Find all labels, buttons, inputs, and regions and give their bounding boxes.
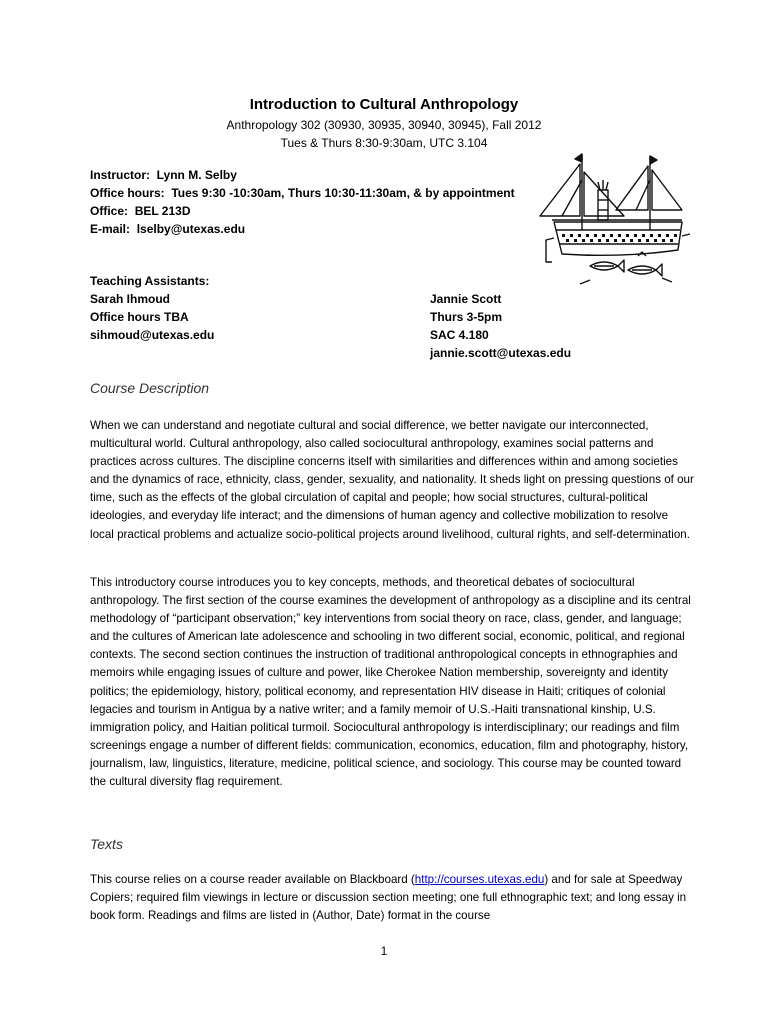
office-hours-line bbox=[90, 184, 515, 202]
ta1-hours: Office hours TBA bbox=[90, 310, 189, 324]
ta2-email: jannie.scott@utexas.edu bbox=[430, 346, 572, 360]
texts-before-link: This course relies on a course reader available on Blackboard ( bbox=[90, 873, 415, 886]
instructor-name: Lynn M. Selby bbox=[156, 168, 237, 182]
email-line bbox=[90, 220, 245, 238]
page-number: 1 bbox=[380, 944, 388, 958]
ta1-email: sihmoud@utexas.edu bbox=[90, 328, 215, 342]
paragraph-text: When we can understand and negotiate cultural and social difference, we better navigate our interconnected, multicultural world. Cultural anthropology, also called sociocultural anthropology, examines social patterns and practices across cultures. The discipline concerns itself with similarities and differences within and among societies and the dynamics of race, ethnicity, class, gender, sexuality, and nationality. It sheds light on pressing questions of our time, such as the effects of the global circulation of capital and people; how social structures, cultural-political ideologies, and everyday life interact; and the dimensions of human agency and collective mobilization to resolve local practical problems and actualize socio-political projects around livelihood, cultural rights, and self-determination. bbox=[90, 419, 694, 541]
office-value: BEL 213D bbox=[134, 204, 191, 218]
paragraph-text: This introductory course introduces you to key concepts, methods, and theoretical debates of sociocultural anthropology. The first section of the course examines the development of anthropology as a discipline and its central methodology of “participant observation;” key interventions from social theory on race, class, gender, and language; and the cultures of American late adolescence and schooling in two different social, economic, political, and regional contexts. The second section continues the instruction of traditional anthropological concepts in ethnographies and memoirs while engaging issues of culture and power, like Cherokee Nation membership, sovereignty and identity politics; the epidemiology, history, political economy, and representation HIV disease in Haiti; critiques of colonial legacies and tourism in Antigua by a native writer; and a family memoir of U.S.-Haiti transnational kinship, U.S. immigration policy, and Haitian political turmoil. Sociocultural anthropology is interdisciplinary; our readings and film screenings engage a number of different fields: communication, economics, education, film and photography, history, journalism, law, linguistics, literature, medicine, political science, and sociology. This course may be counted toward the cultural diversity flag requirement. bbox=[90, 576, 691, 789]
ta2-hours: Thurs 3-5pm bbox=[430, 310, 503, 324]
ship-drawing-icon bbox=[532, 150, 692, 300]
office-hours-value: Tues 9:30 -10:30am, Thurs 10:30-11:30am, & by appointment bbox=[171, 186, 515, 200]
ta1-name: Sarah Ihmoud bbox=[90, 292, 171, 306]
instructor-line bbox=[90, 166, 237, 184]
texts-paragraph bbox=[90, 871, 695, 925]
office-label: Office: bbox=[90, 204, 129, 218]
ta2-name: Jannie Scott bbox=[430, 292, 502, 306]
course-description-paragraph-1 bbox=[90, 417, 695, 544]
ta-heading: Teaching Assistants: bbox=[90, 274, 210, 288]
texts-after-link: ) and for sale at Speedway Copiers; required film viewings in lecture or discussion section meeting; one full ethnographic text; and long essay in book form. Readings and films are listed in (Author, Date) format in the course bbox=[90, 873, 687, 923]
schedule-line: Tues & Thurs 8:30-9:30am, UTC 3.104 bbox=[280, 136, 488, 150]
email-label: E-mail: bbox=[90, 222, 131, 236]
email-value: lselby@utexas.edu bbox=[136, 222, 246, 236]
paragraph-text bbox=[90, 871, 695, 925]
course-description-heading: Course Description bbox=[90, 380, 210, 396]
course-description-paragraph-2 bbox=[90, 574, 695, 791]
document-title: Introduction to Cultural Anthropology bbox=[249, 96, 519, 113]
ta2-office: SAC 4.180 bbox=[430, 328, 489, 342]
blackboard-link[interactable]: http://courses.utexas.edu bbox=[414, 873, 545, 886]
office-hours-label: Office hours: bbox=[90, 186, 165, 200]
texts-heading: Texts bbox=[90, 836, 123, 852]
course-line: Anthropology 302 (30930, 30935, 30940, 30945), Fall 2012 bbox=[226, 118, 542, 132]
office-line bbox=[90, 202, 191, 220]
instructor-label: Instructor: bbox=[90, 168, 150, 182]
